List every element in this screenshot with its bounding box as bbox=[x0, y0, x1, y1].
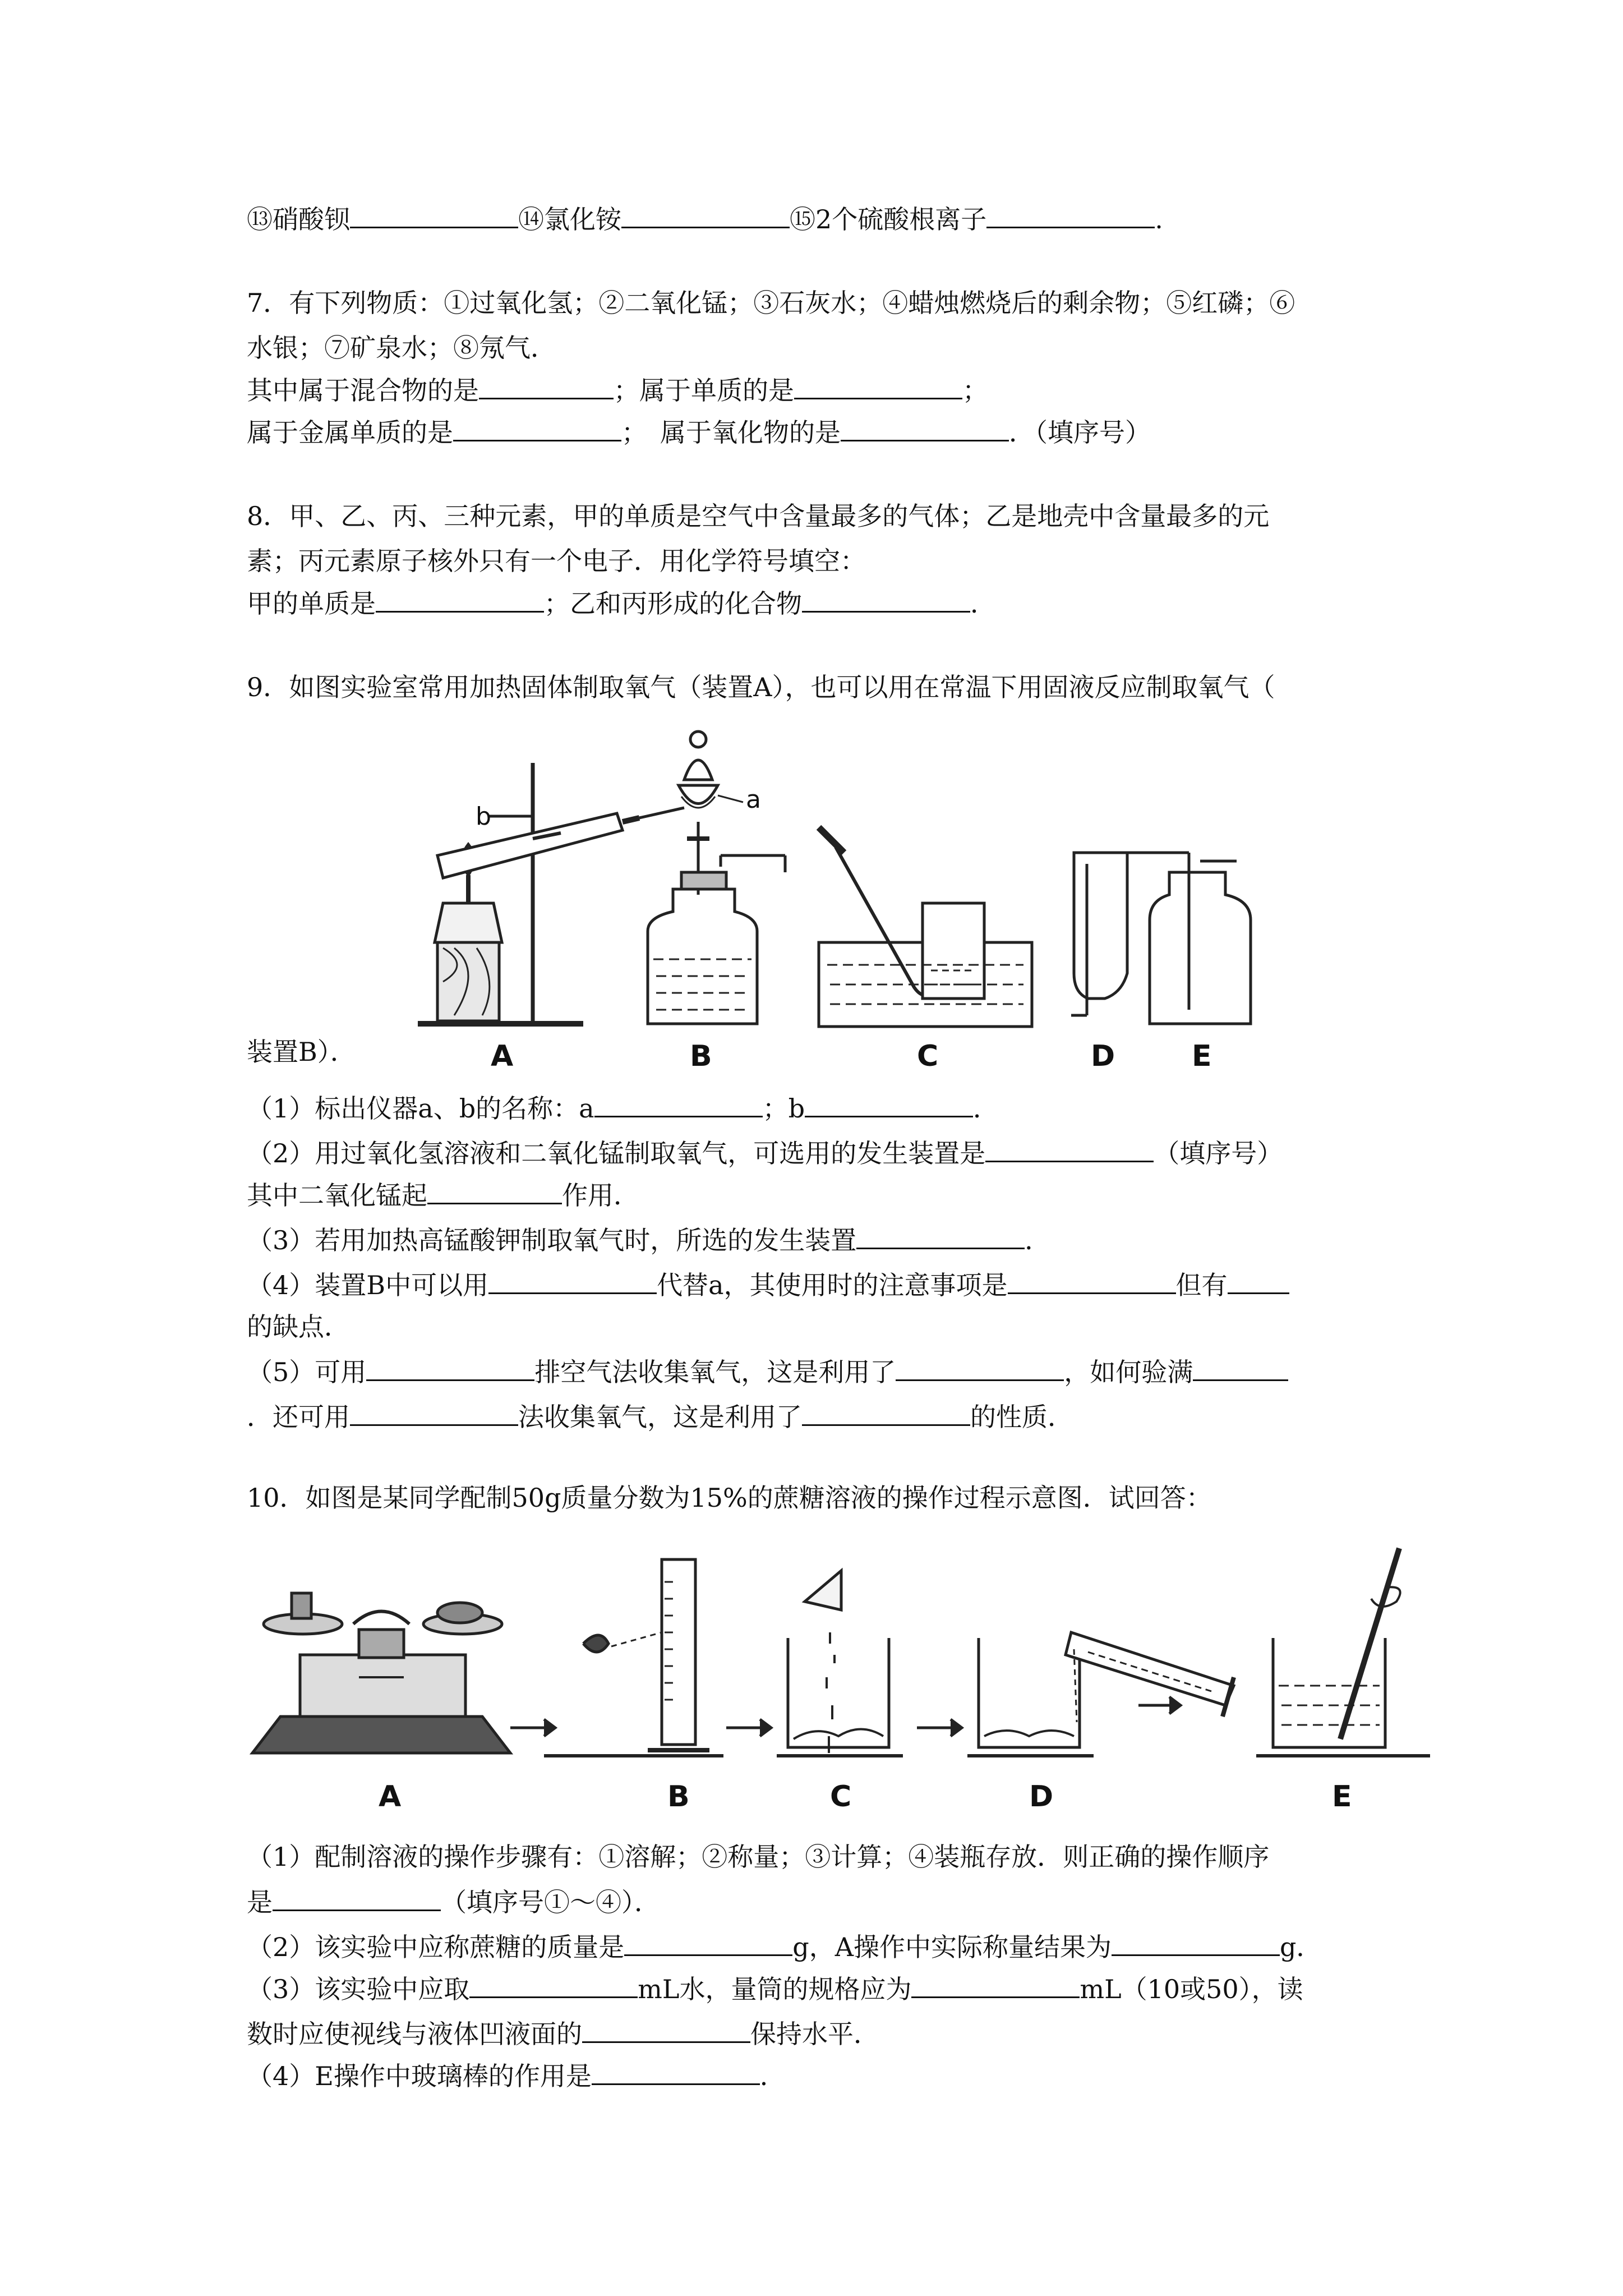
q8-answer-line bbox=[247, 586, 996, 620]
q6-item14: ⑭氯化铵 bbox=[518, 204, 621, 234]
answer-blank[interactable] bbox=[985, 1136, 1154, 1162]
answer-blank[interactable] bbox=[594, 1091, 763, 1117]
q10-procedure-figure bbox=[247, 1537, 1453, 1829]
answer-blank[interactable] bbox=[1112, 1930, 1280, 1956]
q7-sep: ； bbox=[962, 375, 988, 406]
answer-blank[interactable] bbox=[453, 415, 621, 441]
fig-label-a: A bbox=[491, 1039, 514, 1073]
q10-sub3-text2: mL水，量筒的规格应为 bbox=[638, 1974, 912, 2004]
answer-blank[interactable] bbox=[841, 415, 1009, 441]
q9-sub1-text: （1）标出仪器a、b的名称：a bbox=[247, 1093, 594, 1124]
q7-answer-line1 bbox=[247, 373, 988, 407]
fig-label-c: C bbox=[917, 1039, 939, 1073]
apparatus-a bbox=[418, 763, 684, 1024]
apparatus-b bbox=[648, 731, 785, 1024]
q9-sub1-text2: ；b bbox=[762, 1093, 805, 1124]
q10-sub2-text: （2）该实验中应称蔗糖的质量是 bbox=[247, 1932, 625, 1962]
answer-blank[interactable] bbox=[911, 1972, 1080, 1998]
step-d-pour bbox=[967, 1632, 1234, 1756]
q9-sub4 bbox=[247, 1268, 1289, 1302]
fig-label-a: A bbox=[379, 1780, 402, 1814]
mark-b: b bbox=[476, 802, 491, 831]
q8-label2: ；乙和丙形成的化合物 bbox=[544, 588, 802, 619]
q9-sub4-text3: 但有 bbox=[1175, 1270, 1228, 1300]
q9-sub5-cont bbox=[247, 1400, 1073, 1434]
q8-stem-line2: 素；丙元素原子核外只有一个电子．用化学符号填空： bbox=[247, 546, 866, 576]
q10-sub1-cont bbox=[247, 1885, 660, 1919]
q10-sub3-text4: 数时应使视线与液体凹液面的 bbox=[247, 2019, 582, 2049]
answer-blank[interactable] bbox=[1008, 1268, 1176, 1294]
step-a-balance bbox=[252, 1593, 510, 1753]
q7-element-label: ；属于单质的是 bbox=[614, 375, 794, 406]
q9-sub1 bbox=[247, 1091, 999, 1125]
q10-sub4-end: ． bbox=[759, 2061, 786, 2091]
q7-stem-line2: 水银；⑦矿泉水；⑧氖气． bbox=[247, 333, 556, 363]
q10-sub4 bbox=[247, 2059, 786, 2093]
apparatus-e bbox=[1127, 853, 1251, 1024]
answer-blank[interactable] bbox=[805, 1091, 973, 1117]
answer-blank[interactable] bbox=[350, 1400, 518, 1426]
q9-sub2-text3: 其中二氧化锰起 bbox=[247, 1180, 427, 1211]
q9-sub5-text: （5）可用 bbox=[247, 1357, 367, 1387]
q10-sub1-text: 是 bbox=[247, 1887, 273, 1917]
q10-sub2-end: g． bbox=[1279, 1932, 1322, 1962]
q10-sub2-text2: g，A操作中实际称量结果为 bbox=[792, 1932, 1112, 1962]
q7-metal-label: 属于金属单质的是 bbox=[247, 417, 453, 448]
q6-item15: ⑮2个硫酸根离子 bbox=[790, 204, 987, 234]
q9-sub2-end: 作用． bbox=[562, 1180, 639, 1211]
q9-sub2 bbox=[247, 1136, 1283, 1170]
answer-blank[interactable] bbox=[896, 1355, 1064, 1381]
answer-blank[interactable] bbox=[479, 373, 614, 399]
q10-sub1: （1）配制溶液的操作步骤有：①溶解；②称量；③计算；④装瓶存放．则正确的操作顺序 bbox=[247, 1842, 1270, 1872]
q9-sub5-end: 的性质． bbox=[970, 1402, 1073, 1432]
answer-blank[interactable] bbox=[592, 2059, 760, 2085]
answer-blank[interactable] bbox=[366, 1355, 534, 1381]
fig-label-e: E bbox=[1332, 1780, 1352, 1814]
answer-blank[interactable] bbox=[856, 1223, 1025, 1249]
q9-apparatus-figure bbox=[393, 718, 1391, 1099]
q10-sub4-text: （4）E操作中玻璃棒的作用是 bbox=[247, 2061, 592, 2091]
answer-blank[interactable] bbox=[273, 1885, 441, 1911]
answer-blank[interactable] bbox=[802, 1400, 970, 1426]
answer-blank[interactable] bbox=[582, 2017, 750, 2043]
fig-label-c: C bbox=[830, 1780, 852, 1814]
q9-stem-line2: 装置B）． bbox=[247, 1037, 356, 1067]
q9-stem-line1: 9．如图实验室常用加热固体制取氧气（装置A），也可以用在常温下用固液反应制取氧气（ bbox=[247, 672, 1275, 702]
q9-sub2-cont bbox=[247, 1178, 639, 1212]
apparatus-d bbox=[1071, 853, 1127, 1015]
fig-label-d: D bbox=[1091, 1039, 1115, 1073]
answer-blank[interactable] bbox=[427, 1178, 562, 1204]
answer-blank[interactable] bbox=[1228, 1268, 1289, 1294]
apparatus-c bbox=[819, 827, 1032, 1027]
answer-blank[interactable] bbox=[794, 373, 962, 399]
q7-oxide-label: ； 属于氧化物的是 bbox=[621, 417, 841, 448]
q9-sub5-text2: 排空气法收集氧气，这是利用了 bbox=[534, 1357, 896, 1387]
q9-sub3-end: ． bbox=[1025, 1225, 1051, 1255]
q8-stem-line1: 8．甲、乙、丙、三种元素，甲的单质是空气中含量最多的气体；乙是地壳中含量最多的元 bbox=[247, 501, 1270, 531]
step-e-stir bbox=[1256, 1548, 1430, 1756]
fig-label-d: D bbox=[1029, 1780, 1054, 1814]
q10-sub3-end: 保持水平． bbox=[750, 2019, 879, 2049]
q9-sub5-text3: ，如何验满 bbox=[1064, 1357, 1193, 1387]
mark-a: a bbox=[746, 785, 761, 814]
answer-blank[interactable] bbox=[802, 586, 970, 613]
fig-label-b: B bbox=[690, 1039, 712, 1073]
q9-sub1-end: ． bbox=[973, 1093, 999, 1124]
answer-blank[interactable] bbox=[1193, 1355, 1288, 1381]
q9-sub4-cont: 的缺点． bbox=[247, 1312, 350, 1342]
q10-sub3-text3: mL（10或50），读 bbox=[1080, 1974, 1303, 2004]
q8-label1: 甲的单质是 bbox=[247, 588, 376, 619]
fig-label-b: B bbox=[667, 1780, 690, 1814]
step-b-cylinder bbox=[544, 1559, 723, 1756]
answer-blank[interactable] bbox=[986, 202, 1155, 228]
answer-blank[interactable] bbox=[624, 1930, 792, 1956]
step-c-beaker bbox=[777, 1571, 903, 1756]
q9-sub5 bbox=[247, 1355, 1288, 1389]
q6-item13: ⑬硝酸钡 bbox=[247, 204, 350, 234]
q9-sub5-text4: ．还可用 bbox=[247, 1402, 350, 1432]
answer-blank[interactable] bbox=[621, 202, 790, 228]
q10-sub2 bbox=[247, 1930, 1322, 1964]
q6-end: . bbox=[1155, 204, 1163, 234]
q6-tail-line bbox=[247, 202, 1163, 236]
q10-sub1-note: （填序号①～④）． bbox=[441, 1887, 660, 1917]
q9-sub5-text5: 法收集氧气，这是利用了 bbox=[518, 1402, 802, 1432]
answer-blank[interactable] bbox=[469, 1972, 638, 1998]
q10-stem: 10．如图是某同学配制50g质量分数为15%的蔗糖溶液的操作过程示意图．试回答： bbox=[247, 1483, 1212, 1513]
q10-sub3-cont bbox=[247, 2017, 879, 2051]
q10-sub3-text: （3）该实验中应取 bbox=[247, 1974, 470, 2004]
q7-stem-line1: 7．有下列物质：①过氧化氢；②二氧化锰；③石灰水；④蜡烛燃烧后的剩余物；⑤红磷；⑥ bbox=[247, 288, 1295, 318]
q9-sub2-note: （填序号） bbox=[1154, 1138, 1283, 1168]
fig-label-e: E bbox=[1192, 1039, 1212, 1073]
q9-sub3 bbox=[247, 1223, 1050, 1257]
q10-sub3 bbox=[247, 1972, 1303, 2006]
answer-blank[interactable] bbox=[488, 1268, 657, 1294]
answer-blank[interactable] bbox=[350, 202, 518, 228]
q7-answer-line2 bbox=[247, 415, 1151, 449]
q8-end: ． bbox=[970, 588, 996, 619]
q7-note: ．（填序号） bbox=[1009, 417, 1151, 448]
q7-mixture-label: 其中属于混合物的是 bbox=[247, 375, 479, 406]
q9-sub4-text: （4）装置B中可以用 bbox=[247, 1270, 489, 1300]
answer-blank[interactable] bbox=[376, 586, 544, 613]
q9-sub4-text2: 代替a，其使用时的注意事项是 bbox=[657, 1270, 1008, 1300]
q9-sub3-text: （3）若用加热高锰酸钾制取氧气时，所选的发生装置 bbox=[247, 1225, 857, 1255]
q9-sub2-text: （2）用过氧化氢溶液和二氧化锰制取氧气，可选用的发生装置是 bbox=[247, 1138, 986, 1168]
